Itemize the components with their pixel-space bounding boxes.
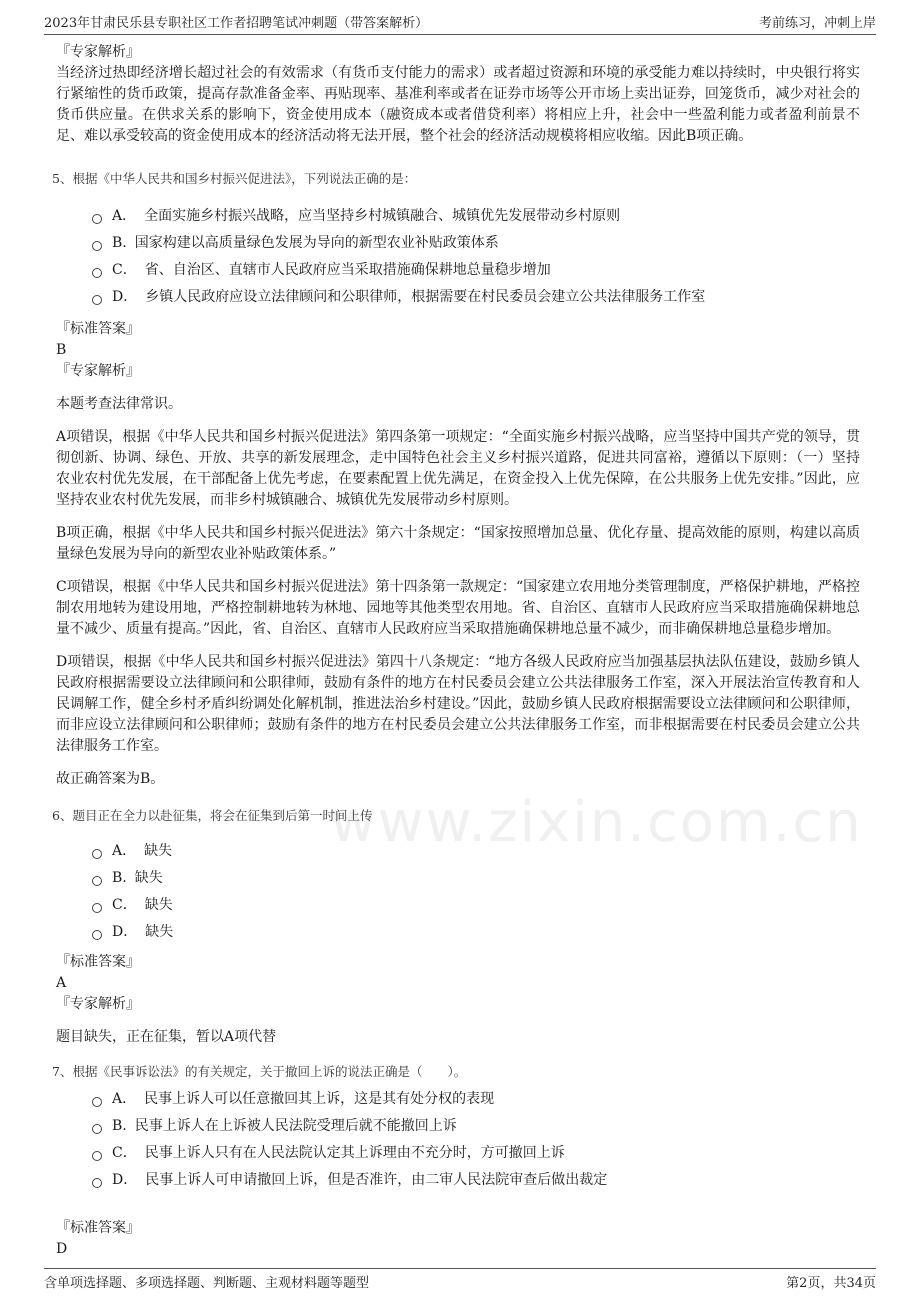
q5-option-b[interactable]: B. 国家构建以高质量绿色发展为导向的新型农业补贴政策体系 xyxy=(92,230,860,257)
radio-button-icon[interactable] xyxy=(92,295,102,305)
q7-option-c[interactable]: C． 民事上诉人只有在人民法院认定其上诉理由不充分时，方可撤回上诉 xyxy=(92,1140,860,1167)
q6-option-c[interactable]: C． 缺失 xyxy=(92,892,860,919)
document-title: 2023年甘肃民乐县专职社区工作者招聘笔试冲刺题（带答案解析） xyxy=(44,16,429,31)
radio-button-icon[interactable] xyxy=(92,1097,102,1107)
radio-button-icon[interactable] xyxy=(92,849,102,859)
header-slogan: 考前练习，冲刺上岸 xyxy=(758,16,876,31)
footer-question-types: 含单项选择题、多项选择题、判断题、主观材料题等题型 xyxy=(44,1276,370,1291)
radio-button-icon[interactable] xyxy=(92,930,102,940)
watermark: www.zixin.com.cn xyxy=(330,790,863,855)
q5-analysis-conclusion: 故正确答案为B。 xyxy=(56,771,165,787)
radio-button-icon[interactable] xyxy=(92,1151,102,1161)
page-header xyxy=(44,10,876,35)
question-7-title: 7、根据《民事诉讼法》的有关规定，关于撤回上诉的说法正确是（ ）。 xyxy=(52,1064,467,1079)
question-5-title: 5、根据《中华人民共和国乡村振兴促进法》，下列说法正确的是： xyxy=(52,171,417,186)
q7-option-a[interactable]: A． 民事上诉人可以任意撤回其上诉，这是其有处分权的表现 xyxy=(92,1086,860,1113)
q5-expert-label: 『专家解析』 xyxy=(56,363,140,379)
q6-option-d[interactable]: D． 缺失 xyxy=(92,919,860,946)
q6-analysis: 题目缺失，正在征集，暂以A项代替 xyxy=(56,1029,277,1045)
q7-option-b[interactable]: B. 民事上诉人在上诉被人民法院受理后就不能撤回上诉 xyxy=(92,1113,860,1140)
q4-expert-label: 『专家解析』 xyxy=(56,44,140,60)
question-5-options xyxy=(56,203,860,311)
radio-button-icon[interactable] xyxy=(92,214,102,224)
q5-option-d[interactable]: D． 乡镇人民政府应设立法律顾问和公职律师，根据需要在村民委员会建立公共法律服务工作室 xyxy=(92,284,860,311)
question-7-options xyxy=(56,1086,860,1194)
radio-button-icon[interactable] xyxy=(92,268,102,278)
q5-analysis-intro: 本题考查法律常识。 xyxy=(56,396,182,412)
question-6-title: 6、题目正在全力以赴征集，将会在征集到后第一时间上传 xyxy=(52,808,373,823)
q5-analysis-d: D项错误，根据《中华人民共和国乡村振兴促进法》第四十八条规定：“地方各级人民政府应当加强基层执法队伍建设，鼓励乡镇人民政府根据需要设立法律顾问和公职律师，鼓励有条件的地方在村民委员会建立公共法律服务工作室，深入开展法治宣传教育和人民调解工作，健全乡村矛盾纠纷调处化解机制，推进法治乡村建设。”因此，鼓励乡镇人民政府根据需要设立法律顾问和公职律师，而非应设立法律顾问和公职律师；鼓励有条件的地方在村民委员会建立公共法律服务工作室，而非根据需要在村民委员会建立公共法律服务工作室。 xyxy=(56,654,860,754)
page-content xyxy=(52,42,860,1260)
q6-option-b[interactable]: B. 缺失 xyxy=(92,865,860,892)
q5-answer: B xyxy=(56,342,67,358)
q7-answer: D xyxy=(56,1241,68,1257)
radio-button-icon[interactable] xyxy=(92,876,102,886)
q6-option-a[interactable]: A． 缺失 xyxy=(92,838,860,865)
page-number: 第2页，共34页 xyxy=(786,1276,876,1291)
radio-button-icon[interactable] xyxy=(92,903,102,913)
question-6-options xyxy=(56,838,860,946)
q4-analysis: 当经济过热即经济增长超过社会的有效需求（有货币支付能力的需求）或者超过资源和环境的承受能力难以持续时，中央银行将实行紧缩性的货币政策，提高存款准备金率、再贴现率、基准利率或者在证券市场等公开市场上卖出证券，回笼货币，减少对社会的货币供应量。在供求关系的影响下，资金使用成本（融资成本或者借贷利率）将相应上升，社会中一些盈利能力或者盈利前景不足、难以承受较高的资金使用成本的经济活动将无法开展，整个社会的经济活动规模将相应收缩。因此B项正确。 xyxy=(56,65,860,144)
q5-option-a[interactable]: A． 全面实施乡村振兴战略，应当坚持乡村城镇融合、城镇优先发展带动乡村原则 xyxy=(92,203,860,230)
q5-analysis-b: B项正确，根据《中华人民共和国乡村振兴促进法》第六十条规定：“国家按照增加总量、优化存量、提高效能的原则，构建以高质量绿色发展为导向的新型农业补贴政策体系。” xyxy=(56,525,860,562)
q5-analysis-a: A项错误，根据《中华人民共和国乡村振兴促进法》第四条第一项规定：“全面实施乡村振兴战略，应当坚持中国共产党的领导，贯彻创新、协调、绿色、开放、共享的新发展理念，走中国特色社会主义乡村振兴道路，促进共同富裕，遵循以下原则：（一）坚持农业农村优先发展，在干部配备上优先考虑，在要素配置上优先满足，在资金投入上优先保障，在公共服务上优先安排。”因此，应坚持农业农村优先发展，而非乡村城镇融合、城镇优先发展带动乡村原则。 xyxy=(56,429,860,508)
q5-analysis-c: C项错误，根据《中华人民共和国乡村振兴促进法》第十四条第一款规定：“国家建立农用地分类管理制度，严格保护耕地，严格控制农用地转为建设用地，严格控制耕地转为林地、园地等其他类型农用地。省、自治区、直辖市人民政府应当采取措施确保耕地总量不减少、质量有提高。”因此，省、自治区、直辖市人民政府应当采取措施确保耕地总量不减少，而非确保耕地总量稳步增加。 xyxy=(56,579,860,637)
radio-button-icon[interactable] xyxy=(92,1124,102,1134)
q6-answer-label: 『标准答案』 xyxy=(56,954,140,970)
q5-answer-label: 『标准答案』 xyxy=(56,321,140,337)
page-footer xyxy=(44,1268,876,1291)
q6-expert-label: 『专家解析』 xyxy=(56,996,140,1012)
radio-button-icon[interactable] xyxy=(92,241,102,251)
q7-option-d[interactable]: D． 民事上诉人可申请撤回上诉，但是否准许，由二审人民法院审查后做出裁定 xyxy=(92,1167,860,1194)
q5-option-c[interactable]: C． 省、自治区、直辖市人民政府应当采取措施确保耕地总量稳步增加 xyxy=(92,257,860,284)
q6-answer: A xyxy=(56,975,67,991)
q7-answer-label: 『标准答案』 xyxy=(56,1220,140,1236)
radio-button-icon[interactable] xyxy=(92,1178,102,1188)
